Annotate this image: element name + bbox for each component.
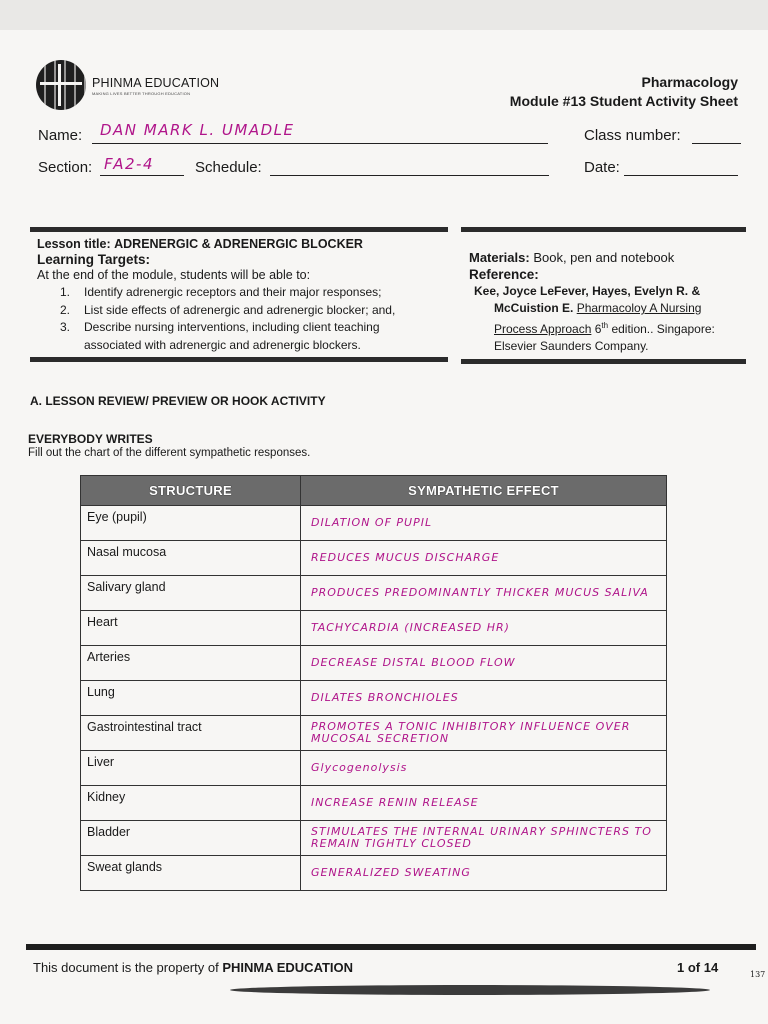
schedule-line[interactable] xyxy=(270,175,549,176)
materials-bottom-bar xyxy=(461,359,746,364)
section-a-heading: A. LESSON REVIEW/ PREVIEW OR HOOK ACTIVITY xyxy=(30,394,326,408)
table-row xyxy=(81,506,667,541)
effect-cell[interactable]: PROMOTES A TONIC INHIBITORY INFLUENCE OVER MUCOSAL SECRETION xyxy=(301,716,667,751)
course-title: Pharmacology xyxy=(641,74,738,90)
module-title: Module #13 Student Activity Sheet xyxy=(509,93,738,109)
sympathetic-response-table xyxy=(80,475,667,891)
structure-cell: Lung xyxy=(81,681,301,716)
table-row xyxy=(81,716,667,751)
section-label: Section: xyxy=(38,159,93,176)
learning-targets-list xyxy=(60,284,440,354)
table-row xyxy=(81,856,667,891)
brand-name: PHINMA EDUCATION xyxy=(92,76,220,90)
structure-cell: Gastrointestinal tract xyxy=(81,716,301,751)
materials-top-bar xyxy=(461,227,746,232)
effect-cell[interactable]: DECREASE DISTAL BLOOD FLOW xyxy=(301,646,667,681)
list-item: 3. Describe nursing interventions, including client teaching xyxy=(60,320,380,334)
table-row xyxy=(81,576,667,611)
reference-text: Kee, Joyce LeFever, Hayes, Evelyn R. & McCuistion E. Pharmacoloy A Nursing Process Approach 6th edition.. Singapore: Elsevier Saunders Company. xyxy=(474,284,715,353)
footer-bar xyxy=(26,944,756,950)
structure-cell: Sweat glands xyxy=(81,856,301,891)
brand-tagline: MAKING LIVES BETTER THROUGH EDUCATION xyxy=(92,91,191,96)
effect-cell[interactable]: DILATES BRONCHIOLES xyxy=(301,681,667,716)
activity-title: EVERYBODY WRITES xyxy=(28,432,153,446)
section-value[interactable]: FA2-4 xyxy=(104,155,155,173)
effect-cell[interactable]: REDUCES MUCUS DISCHARGE xyxy=(301,541,667,576)
lesson-top-bar xyxy=(30,227,448,232)
activity-instructions: Fill out the chart of the different sympathetic responses. xyxy=(28,447,311,459)
structure-cell: Salivary gland xyxy=(81,576,301,611)
effect-cell[interactable]: TACHYCARDIA (INCREASED HR) xyxy=(301,611,667,646)
footer-swoosh xyxy=(230,985,710,995)
structure-cell: Liver xyxy=(81,751,301,786)
effect-cell[interactable]: Glycogenolysis xyxy=(301,751,667,786)
effect-cell[interactable]: GENERALIZED SWEATING xyxy=(301,856,667,891)
effect-cell[interactable]: INCREASE RENIN RELEASE xyxy=(301,786,667,821)
list-item: 1. Identify adrenergic receptors and their major responses; xyxy=(60,285,382,299)
structure-cell: Arteries xyxy=(81,646,301,681)
structure-cell: Heart xyxy=(81,611,301,646)
effect-cell[interactable]: DILATION OF PUPIL xyxy=(301,506,667,541)
structure-cell: Bladder xyxy=(81,821,301,856)
materials: Materials: Book, pen and notebook xyxy=(469,250,675,265)
table-header-row xyxy=(81,476,667,506)
name-label: Name: xyxy=(38,127,83,144)
footer-property-text: This document is the property of PHINMA EDUCATION xyxy=(33,960,354,975)
list-item: associated with adrenergic and adrenergic blockers. xyxy=(84,337,361,352)
name-line xyxy=(92,143,548,144)
class-number-label: Class number: xyxy=(584,127,681,144)
table-row xyxy=(81,541,667,576)
structure-cell: Kidney xyxy=(81,786,301,821)
effect-cell[interactable]: PRODUCES PREDOMINANTLY THICKER MUCUS SALIVA xyxy=(301,576,667,611)
learning-targets-intro: At the end of the module, students will be able to: xyxy=(37,268,311,282)
name-value[interactable]: DAN MARK L. UMADLE xyxy=(100,121,295,139)
stamp-number: 137 xyxy=(750,970,766,979)
lesson-bottom-bar xyxy=(30,357,448,362)
table-row xyxy=(81,821,667,856)
class-number-line[interactable] xyxy=(692,143,741,144)
page-number: 1 of 14 xyxy=(677,960,719,975)
date-line[interactable] xyxy=(624,175,738,176)
table-row xyxy=(81,751,667,786)
reference-label: Reference: xyxy=(469,267,539,282)
date-label: Date: xyxy=(584,159,620,176)
table-row xyxy=(81,681,667,716)
column-header-structure: STRUCTURE xyxy=(81,476,301,506)
phinma-logo-icon xyxy=(36,60,86,110)
effect-cell[interactable]: STIMULATES THE INTERNAL URINARY SPHINCTERS TO REMAIN TIGHTLY CLOSED xyxy=(301,821,667,856)
schedule-label: Schedule: xyxy=(195,159,262,176)
section-line xyxy=(100,175,184,176)
table-row xyxy=(81,646,667,681)
structure-cell: Eye (pupil) xyxy=(81,506,301,541)
learning-targets-heading: Learning Targets: xyxy=(37,252,151,267)
table-row xyxy=(81,786,667,821)
lesson-title: Lesson title: ADRENERGIC & ADRENERGIC BLOCKER xyxy=(37,237,363,251)
column-header-effect: SYMPATHETIC EFFECT xyxy=(301,476,667,506)
structure-cell: Nasal mucosa xyxy=(81,541,301,576)
table-row xyxy=(81,611,667,646)
list-item: 2. List side effects of adrenergic and adrenergic blocker; and, xyxy=(60,302,396,317)
